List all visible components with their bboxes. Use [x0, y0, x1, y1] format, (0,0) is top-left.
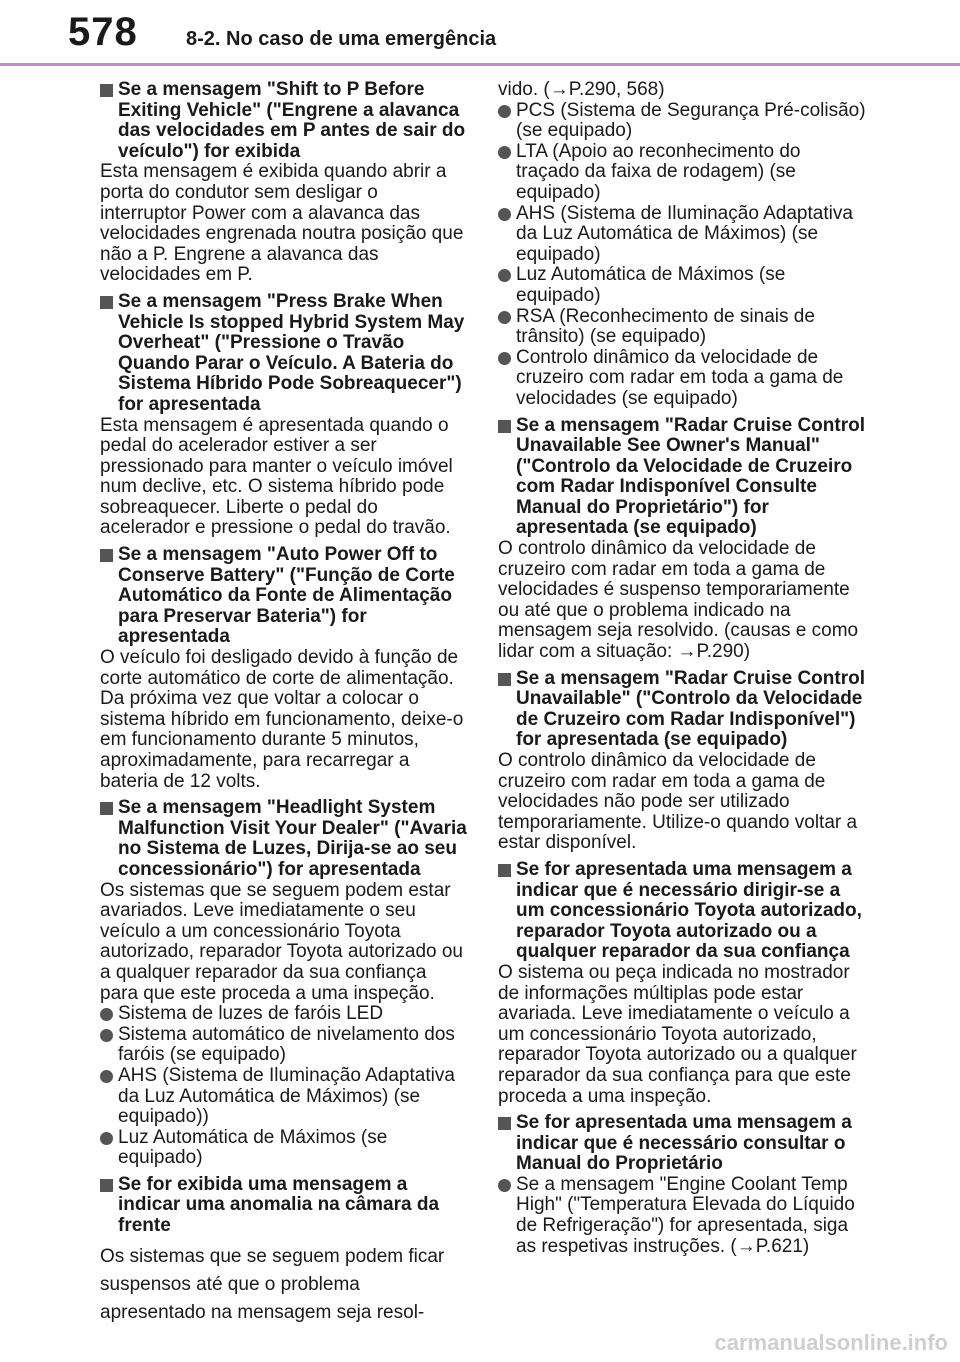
- left-column: [100, 80, 468, 1327]
- list-item: [498, 142, 866, 204]
- section-heading: [100, 798, 468, 880]
- list-item-text: Luz Automática de Máximos (se equipado): [516, 264, 786, 306]
- section-heading: [498, 860, 866, 963]
- paragraph: Esta mensagem é apresentada quando o pedal do acelerador estiver a ser pressionado para manter o veículo imóvel num declive, etc. O sistema híbrido pode sobreaquecer. Liberte o pedal do acelerador e pressione o pedal do travão.: [100, 414, 453, 539]
- section-title: 8-2. No caso de uma emergência: [186, 28, 497, 50]
- round-bullet-icon: [498, 208, 511, 221]
- heading-text: Se a mensagem "Headlight System Malfunction Visit Your Dealer" ("Avaria no Sistema de Luzes, Dirija-se ao seu concessionário") for apresentada: [118, 797, 467, 880]
- heading-text: Se a mensagem "Press Brake When Vehicle Is stopped Hybrid System May Overheat" ("Pressione o Travão Quando Parar o Veículo. A Bateria do Sistema Híbrido Pode Sobreaquecer") for apresentada: [118, 290, 465, 415]
- page-header: [0, 0, 960, 64]
- list-item-text: AHS (Sistema de Iluminação Adaptativa da Luz Automática de Máximos) (se equipado): [516, 202, 853, 265]
- list-item: [100, 1066, 468, 1128]
- heading-text: Se for exibida uma mensagem a indicar uma anomalia na câmara da frente: [118, 1173, 440, 1237]
- list-item-text: Controlo dinâmico da velocidade de cruzeiro com radar em toda a gama de velocidades (se equipado): [516, 346, 844, 409]
- square-bullet-icon: [498, 864, 511, 877]
- list-item: [498, 348, 866, 410]
- list-item-text: PCS (Sistema de Segurança Pré-colisão) (se equipado): [516, 99, 866, 142]
- square-bullet-icon: [100, 802, 113, 815]
- list-item: [498, 101, 866, 142]
- paragraph: O controlo dinâmico da velocidade de cruzeiro com radar em toda a gama de velocidades é suspenso temporariamente ou até que o problema indicado na mensagem seja resolvido. (causas e como lidar com a situação: →P.290): [498, 538, 859, 663]
- list-item-text: AHS (Sistema de Iluminação Adaptativa da Luz Automática de Máximos) (se equipado)): [118, 1064, 455, 1128]
- list-item: [100, 1004, 468, 1025]
- round-bullet-icon: [100, 1070, 113, 1083]
- paragraph: vido. (→P.290, 568): [498, 79, 665, 100]
- round-bullet-icon: [498, 269, 511, 282]
- section-heading: [100, 545, 468, 648]
- square-bullet-icon: [100, 1179, 113, 1192]
- list-item-text: Sistema automático de nivelamento dos faróis (se equipado): [118, 1023, 455, 1066]
- heading-text: Se a mensagem "Auto Power Off to Conserve Battery" ("Função de Corte Automático da Fonte de Alimentação para Preservar Bateria") for apresentada: [118, 544, 455, 648]
- paragraph: Os sistemas que se seguem podem ficar suspensos até que o problema apresentado na mensagem seja resol-: [100, 1245, 445, 1323]
- list-item: [498, 307, 866, 348]
- section-heading: [498, 1113, 866, 1175]
- section-heading: [100, 292, 468, 416]
- square-bullet-icon: [498, 1117, 511, 1130]
- square-bullet-icon: [498, 420, 511, 433]
- section-heading: [100, 1175, 468, 1237]
- right-column: [498, 80, 866, 1257]
- list-item: [100, 1025, 468, 1066]
- heading-text: Se a mensagem "Shift to P Before Exiting Vehicle" ("Engrene a alavanca das velocidades em P antes de sair do veículo") for exibida: [118, 79, 466, 162]
- list-item-text: Luz Automática de Máximos (se equipado): [118, 1126, 388, 1169]
- watermark: carmanualsonline.info: [714, 1330, 948, 1355]
- heading-text: Se a mensagem "Radar Cruise Control Unavailable" ("Controlo da Velocidade de Cruzeiro com Radar Indisponível") for apresentada (se equipado): [516, 667, 866, 751]
- paragraph: O controlo dinâmico da velocidade de cruzeiro com radar em toda a gama de velocidades não pode ser utilizado temporariamente. Utilize-o quando voltar a estar disponível.: [498, 750, 858, 854]
- paragraph: Os sistemas que se seguem podem estar avariados. Leve imediatamente o seu veículo a um concessionário Toyota autorizado, reparador Toyota autorizado ou a qualquer reparador da sua confiança para que este proceda a uma inspeção.: [100, 879, 464, 1004]
- heading-text: Se for apresentada uma mensagem a indicar que é necessário dirigir-se a um concessionário Toyota autorizado, reparador Toyota autorizado ou a qualquer reparador da sua confiança: [516, 858, 862, 963]
- heading-text: Se a mensagem "Radar Cruise Control Unavailable See Owner's Manual" ("Controlo da Velocidade de Cruzeiro com Radar Indisponível Consulte Manual do Proprietário") for apresentada (se equipado): [516, 414, 866, 539]
- section-heading: [498, 669, 866, 751]
- section-heading: [100, 80, 468, 162]
- round-bullet-icon: [498, 1179, 511, 1192]
- list-item: [498, 1175, 866, 1257]
- list-item: [498, 204, 866, 266]
- round-bullet-icon: [498, 105, 511, 118]
- square-bullet-icon: [100, 296, 113, 309]
- list-item-text: Se a mensagem "Engine Coolant Temp High" ("Temperatura Elevada do Líquido de Refrigeração") for apresentada, siga as respetivas instruções. (→P.621): [516, 1173, 855, 1257]
- round-bullet-icon: [498, 352, 511, 365]
- square-bullet-icon: [100, 84, 113, 97]
- round-bullet-icon: [100, 1008, 113, 1021]
- list-item: [498, 265, 866, 306]
- round-bullet-icon: [498, 146, 511, 159]
- round-bullet-icon: [498, 311, 511, 324]
- list-item-text: Sistema de luzes de faróis LED: [118, 1003, 384, 1025]
- heading-text: Se for apresentada uma mensagem a indicar que é necessário consultar o Manual do Proprietário: [516, 1112, 852, 1175]
- page-number: 578: [68, 10, 138, 54]
- list-item-text: RSA (Reconhecimento de sinais de trânsito) (se equipado): [516, 305, 815, 348]
- list-item-text: LTA (Apoio ao reconhecimento do traçado da faixa de rodagem) (se equipado): [516, 140, 801, 203]
- section-heading: [498, 416, 866, 540]
- round-bullet-icon: [100, 1029, 113, 1042]
- paragraph: O sistema ou peça indicada no mostrador de informações múltiplas pode estar avariada. Leve imediatamente o veículo a um concessionário Toyota autorizado, reparador Toyota autorizado ou a qualquer reparador da sua confiança para que este proceda a uma inspeção.: [498, 961, 857, 1107]
- paragraph: Esta mensagem é exibida quando abrir a porta do condutor sem desligar o interruptor Power com a alavanca das velocidades engrenada noutra posição que não a P. Engrene a alavanca das velocidades em P.: [100, 161, 464, 286]
- square-bullet-icon: [100, 549, 113, 562]
- header-divider: [0, 63, 960, 66]
- square-bullet-icon: [498, 673, 511, 686]
- list-item: [100, 1128, 468, 1169]
- round-bullet-icon: [100, 1132, 113, 1145]
- paragraph: O veículo foi desligado devido à função de corte automático de corte de alimentação. Da próxima vez que voltar a colocar o sistema híbrido em funcionamento, deixe-o em funcionamento durante 5 minutos, aproximadamente, para recarregar a bateria de 12 volts.: [100, 647, 464, 792]
